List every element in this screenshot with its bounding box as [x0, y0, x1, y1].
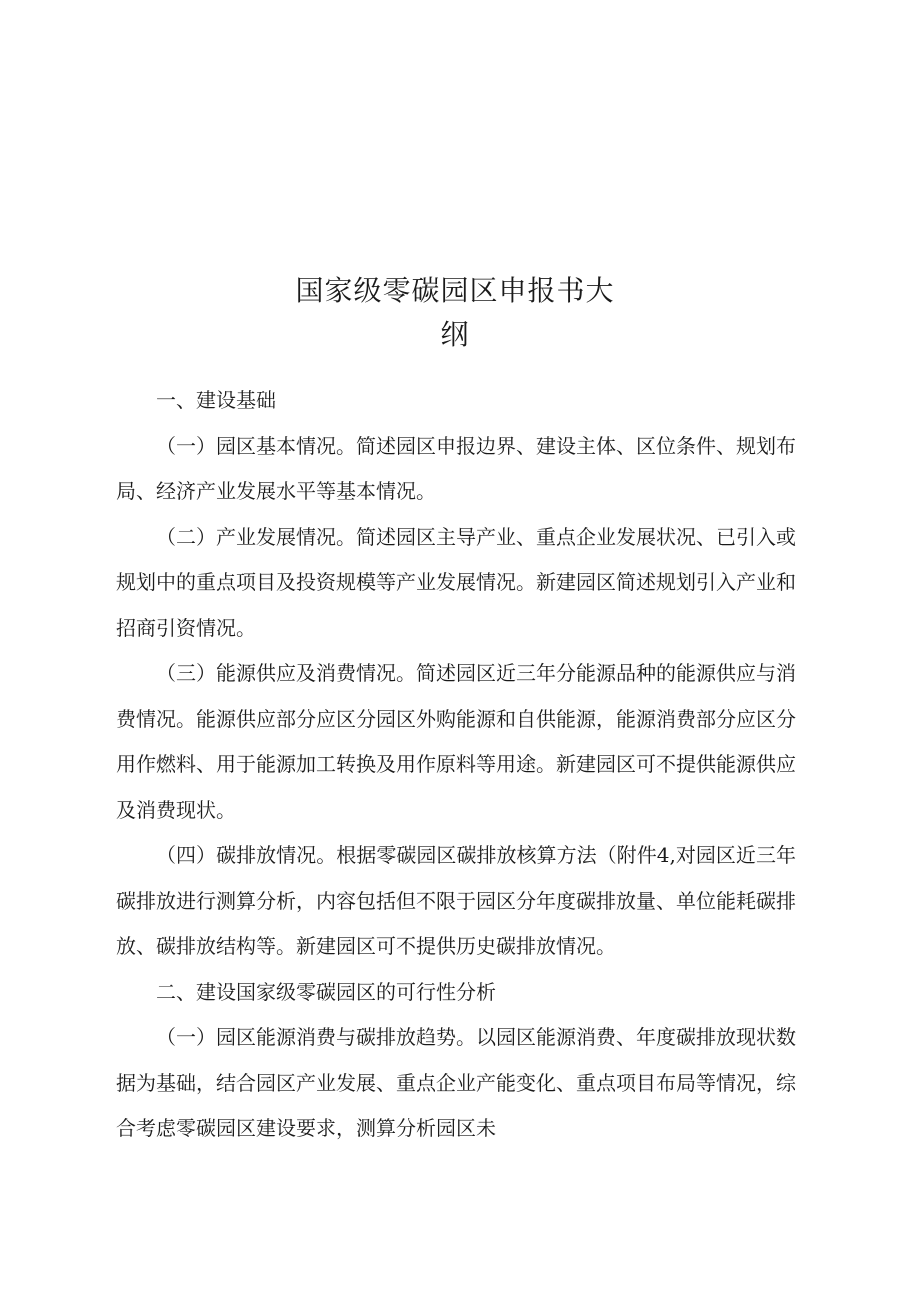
title-line-1: 国家级零碳园区申报书大 — [295, 273, 615, 307]
title-line-2: 纲 — [440, 317, 470, 351]
paragraph-1-3: （三）能源供应及消费情况。简述园区近三年分能源品种的能源供应与消费情况。能源供应部分应区分园区外购能源和自供能源，能源消费部分应区分用作燃料、用于能源加工转换及用作原料等用途。新建园区可不提供能源供应及消费现状。 — [116, 661, 796, 822]
paragraph-1-1: （一）园区基本情况。简述园区申报边界、建设主体、区位条件、规划布局、经济产业发展水平等基本情况。 — [116, 433, 796, 503]
paragraph-1-2: （二）产业发展情况。简述园区主导产业、重点企业发展状况、已引入或规划中的重点项目及投资规模等产业发展情况。新建园区简述规划引入产业和招商引资情况。 — [116, 524, 796, 640]
section-heading-1: 一、建设基础 — [156, 388, 276, 412]
document-title — [280, 269, 630, 357]
section-heading-2: 二、建设国家级零碳园区的可行性分析 — [156, 979, 496, 1004]
paragraph-1-4: （四）碳排放情况。根据零碳园区碳排放核算方法（附件4,对园区近三年碳排放进行测算分析，内容包括但不限于园区分年度碳排放量、单位能耗碳排放、碳排放结构等。新建园区可不提供历史碳排放情况。 — [116, 843, 796, 958]
paragraph-2-1: （一）园区能源消费与碳排放趋势。以园区能源消费、年度碳排放现状数据为基础，结合园区产业发展、重点企业产能变化、重点项目布局等情况，综合考虑零碳园区建设要求，测算分析园区未 — [116, 1025, 796, 1140]
document-body — [116, 378, 796, 1152]
